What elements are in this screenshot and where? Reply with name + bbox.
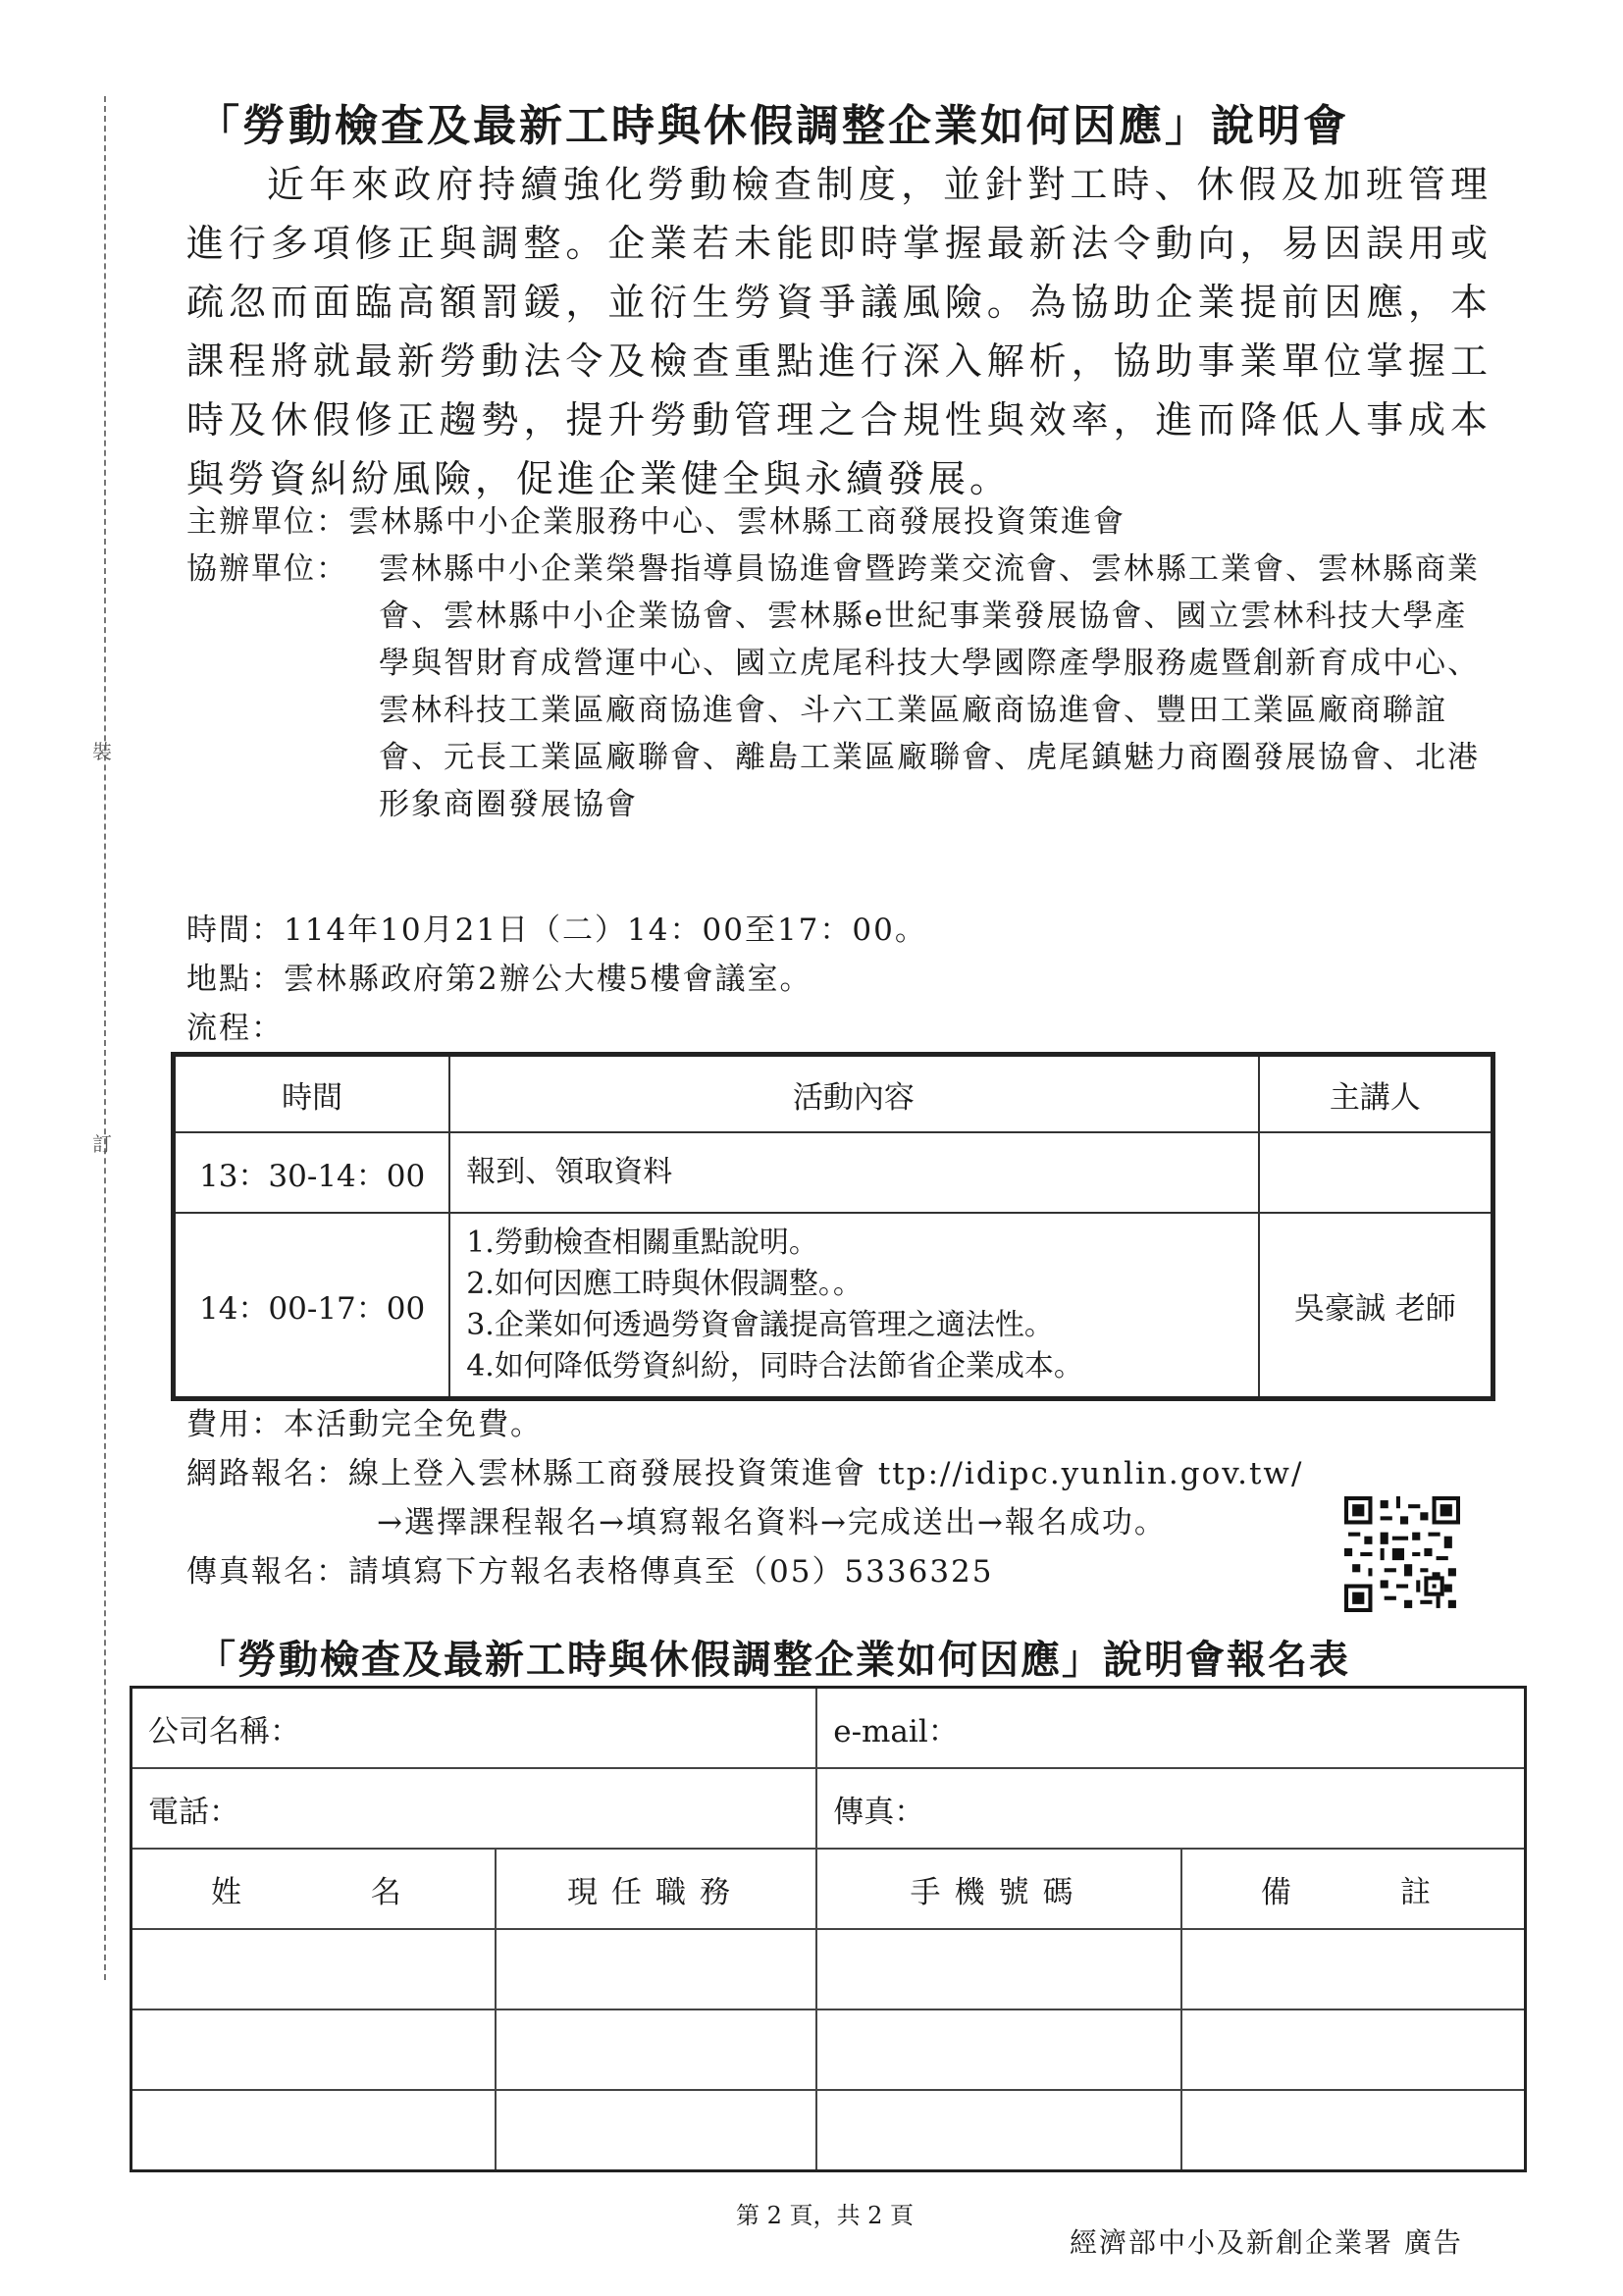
email-field[interactable]: e-mail： (816, 1688, 1525, 1769)
schedule-item: 4.如何降低勞資糾紛，同時合法節省企業成本。 (466, 1349, 1083, 1383)
schedule-header-content: 活動內容 (449, 1055, 1258, 1133)
schedule-header-time: 時間 (174, 1055, 450, 1133)
online-registration (186, 1450, 1303, 1497)
form-row-phone (131, 1768, 1526, 1849)
online-reg-link[interactable]: 線上登入雲林縣工商發展投資策進會 ttp://idipc.yunlin.gov.tw/ (348, 1456, 1304, 1491)
note-cell[interactable] (1181, 2009, 1526, 2090)
mobile-cell[interactable] (816, 1929, 1181, 2009)
schedule-item: 2.如何因應工時與休假調整。。 (466, 1267, 863, 1301)
event-time: 時間：114年10月21日（二）14：00至17：00。 (186, 913, 927, 948)
mobile-cell[interactable] (816, 2009, 1181, 2090)
binding-mark-bottom: 訂 (92, 1132, 112, 1156)
binding-mark-top: 裝 (92, 740, 112, 763)
schedule-item: 1.勞動檢查相關重點說明。 (466, 1226, 818, 1260)
registration-form-title: 「勞動檢查及最新工時與休假調整企業如何因應」說明會報名表 (196, 1637, 1350, 1683)
position-cell[interactable] (496, 2090, 817, 2171)
note-header-b: 註 (1400, 1874, 1444, 1910)
company-name-field[interactable]: 公司名稱： (131, 1688, 817, 1769)
fax-field[interactable]: 傳真： (816, 1768, 1525, 1849)
co-organizer-value: 雲林縣中小企業榮譽指導員協進會暨跨業交流會、雲林縣工業會、雲林縣商業會、雲林縣中小企業協會、雲林縣e世紀事業發展協會、國立雲林科技大學產學與智財育成營運中心、國立虎尾科技大學國際產學服務處暨創新育成中心、雲林科技工業區廠商協進會、斗六工業區廠商協進會、豐田工業區廠商聯誼會、元長工業區廠聯會、離島工業區廠聯會、虎尾鎮魅力商圈發展協會、北港形象商圈發展協會 (379, 551, 1480, 822)
mobile-cell[interactable] (816, 2090, 1181, 2171)
form-row-company (131, 1688, 1526, 1769)
schedule-header-row (174, 1055, 1493, 1133)
form-entry-row (131, 2009, 1526, 2090)
publisher-line: 經濟部中小及新創企業署 廣告 (1070, 2226, 1463, 2259)
name-header-b: 名 (370, 1874, 415, 1910)
organizer-value: 雲林縣中小企業服務中心、雲林縣工商發展投資策進會 (348, 504, 1126, 540)
event-location: 地點：雲林縣政府第2辦公大樓5樓會議室。 (186, 962, 812, 997)
schedule-speaker (1259, 1132, 1493, 1213)
position-cell[interactable] (496, 1929, 817, 2009)
form-header-row (131, 1849, 1526, 1929)
form-entry-row (131, 1929, 1526, 2009)
online-reg-label: 網路報名： (186, 1456, 348, 1491)
note-cell[interactable] (1181, 2090, 1526, 2171)
position-cell[interactable] (496, 2009, 817, 2090)
phone-field[interactable]: 電話： (131, 1768, 817, 1849)
online-reg-steps: →選擇課程報名→填寫報名資料→完成送出→報名成功。 (377, 1505, 1167, 1540)
schedule-row (174, 1132, 1493, 1213)
schedule-content (449, 1213, 1258, 1399)
mobile-column-header: 手機號碼 (816, 1849, 1181, 1929)
flow-label: 流程： (186, 1011, 284, 1046)
name-cell[interactable] (131, 2009, 496, 2090)
page-number: 第 2 頁，共 2 頁 (736, 2202, 915, 2229)
name-cell[interactable] (131, 1929, 496, 2009)
schedule-content (449, 1132, 1258, 1213)
qr-code-icon[interactable] (1344, 1496, 1460, 1612)
name-column-header (131, 1849, 496, 1929)
organizer-line (186, 498, 1126, 546)
registration-form-table (130, 1686, 1527, 2172)
schedule-header-speaker: 主講人 (1259, 1055, 1493, 1133)
schedule-time: 13：30-14：00 (174, 1132, 450, 1213)
schedule-speaker: 吳豪誠 老師 (1259, 1213, 1493, 1399)
note-column-header (1181, 1849, 1526, 1929)
organizer-label: 主辦單位： (186, 504, 348, 540)
schedule-table (171, 1052, 1495, 1401)
schedule-item: 3.企業如何透過勞資會議提高管理之適法性。 (466, 1308, 1054, 1342)
note-header-a: 備 (1260, 1874, 1305, 1910)
schedule-time: 14：00-17：00 (174, 1213, 450, 1399)
fee-line: 費用：本活動完全免費。 (186, 1407, 543, 1442)
name-cell[interactable] (131, 2090, 496, 2171)
fax-registration: 傳真報名：請填寫下方報名表格傳真至（05）5336325 (186, 1554, 994, 1590)
co-organizer-label: 協辦單位： (186, 551, 348, 587)
name-header-a: 姓 (211, 1874, 255, 1910)
position-column-header: 現任職務 (496, 1849, 817, 1929)
form-entry-row (131, 2090, 1526, 2171)
intro-paragraph: 近年來政府持續強化勞動檢查制度，並針對工時、休假及加班管理進行多項修正與調整。企業若未能即時掌握最新法令動向，易因誤用或疏忽而面臨高額罰鍰，並衍生勞資爭議風險。為協助企業提前因應，本課程將就最新勞動法令及檢查重點進行深入解析，協助事業單位掌握工時及休假修正趨勢，提升勞動管理之合規性與效率，進而降低人事成本與勞資糾紛風險，促進企業健全與永續發展。 (186, 163, 1492, 500)
schedule-item: 報到、領取資料 (466, 1155, 673, 1189)
schedule-row (174, 1213, 1493, 1399)
binding-line (104, 96, 106, 1980)
note-cell[interactable] (1181, 1929, 1526, 2009)
page-title: 「勞動檢查及最新工時與休假調整企業如何因應」說明會 (196, 101, 1349, 151)
